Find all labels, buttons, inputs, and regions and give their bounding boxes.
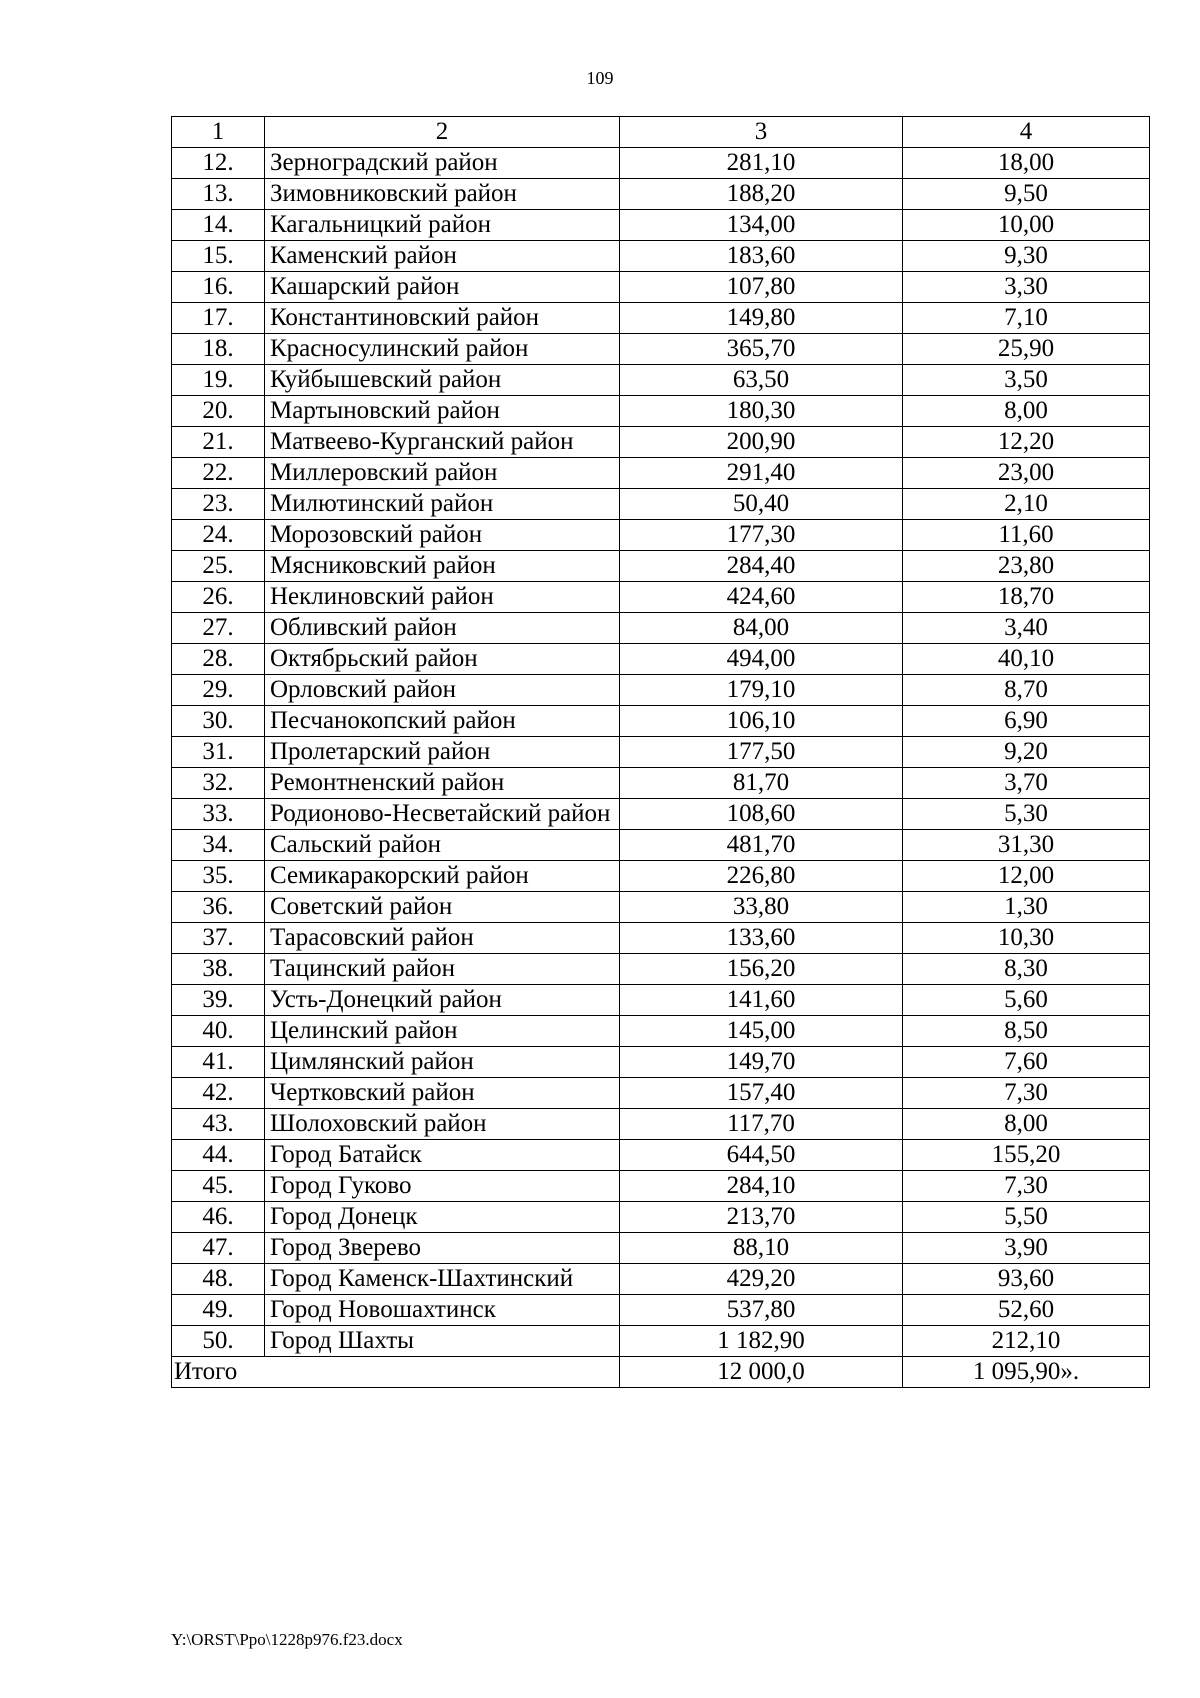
row-name: Семикаракорский район [265, 861, 620, 892]
row-name: Город Батайск [265, 1140, 620, 1171]
row-name: Куйбышевский район [265, 365, 620, 396]
row-name: Советский район [265, 892, 620, 923]
row-name: Усть-Донецкий район [265, 985, 620, 1016]
row-col4: 18,70 [903, 582, 1150, 613]
row-col3: 63,50 [620, 365, 903, 396]
row-number: 33. [172, 799, 265, 830]
row-name: Город Донецк [265, 1202, 620, 1233]
row-col4: 5,50 [903, 1202, 1150, 1233]
row-col3: 284,10 [620, 1171, 903, 1202]
row-name: Мясниковский район [265, 551, 620, 582]
row-col3: 84,00 [620, 613, 903, 644]
row-number: 29. [172, 675, 265, 706]
table-row [172, 737, 1150, 768]
table-row [172, 210, 1150, 241]
row-number: 35. [172, 861, 265, 892]
row-col3: 200,90 [620, 427, 903, 458]
row-col3: 149,80 [620, 303, 903, 334]
row-col3: 644,50 [620, 1140, 903, 1171]
table-row [172, 985, 1150, 1016]
row-col4: 8,30 [903, 954, 1150, 985]
table-row [172, 923, 1150, 954]
table-row [172, 1109, 1150, 1140]
row-name: Город Шахты [265, 1326, 620, 1357]
total-row [172, 1357, 1150, 1388]
row-col4: 10,30 [903, 923, 1150, 954]
row-name: Песчанокопский район [265, 706, 620, 737]
row-name: Каменский район [265, 241, 620, 272]
row-col3: 107,80 [620, 272, 903, 303]
row-number: 22. [172, 458, 265, 489]
table-row [172, 1016, 1150, 1047]
row-name: Обливский район [265, 613, 620, 644]
row-name: Кагальницкий район [265, 210, 620, 241]
table-row [172, 613, 1150, 644]
row-number: 13. [172, 179, 265, 210]
row-number: 49. [172, 1295, 265, 1326]
row-col3: 108,60 [620, 799, 903, 830]
table-row [172, 954, 1150, 985]
row-col3: 365,70 [620, 334, 903, 365]
table-body [172, 148, 1150, 1357]
row-name: Зимовниковский район [265, 179, 620, 210]
row-col3: 281,10 [620, 148, 903, 179]
table-row [172, 1078, 1150, 1109]
table-row [172, 768, 1150, 799]
row-col3: 481,70 [620, 830, 903, 861]
row-col4: 5,30 [903, 799, 1150, 830]
row-col3: 33,80 [620, 892, 903, 923]
row-name: Зерноградский район [265, 148, 620, 179]
table-row [172, 1171, 1150, 1202]
table-row [172, 644, 1150, 675]
row-col4: 31,30 [903, 830, 1150, 861]
table-row [172, 799, 1150, 830]
row-name: Город Гуково [265, 1171, 620, 1202]
header-cell-2: 2 [265, 117, 620, 148]
row-number: 14. [172, 210, 265, 241]
row-col4: 25,90 [903, 334, 1150, 365]
table-row [172, 1295, 1150, 1326]
table-footer [172, 1357, 1150, 1388]
row-col4: 11,60 [903, 520, 1150, 551]
table-row [172, 675, 1150, 706]
row-col4: 18,00 [903, 148, 1150, 179]
row-number: 28. [172, 644, 265, 675]
row-col3: 429,20 [620, 1264, 903, 1295]
row-number: 37. [172, 923, 265, 954]
row-col4: 9,50 [903, 179, 1150, 210]
table-row [172, 582, 1150, 613]
row-col3: 177,50 [620, 737, 903, 768]
row-number: 31. [172, 737, 265, 768]
table-row [172, 1202, 1150, 1233]
table-row [172, 861, 1150, 892]
row-col3: 1 182,90 [620, 1326, 903, 1357]
row-col4: 3,70 [903, 768, 1150, 799]
row-col3: 133,60 [620, 923, 903, 954]
row-col3: 141,60 [620, 985, 903, 1016]
row-name: Морозовский район [265, 520, 620, 551]
row-col4: 8,00 [903, 1109, 1150, 1140]
row-number: 39. [172, 985, 265, 1016]
row-col3: 284,40 [620, 551, 903, 582]
table-row [172, 334, 1150, 365]
row-col4: 7,30 [903, 1078, 1150, 1109]
row-name: Тарасовский район [265, 923, 620, 954]
row-number: 25. [172, 551, 265, 582]
row-number: 18. [172, 334, 265, 365]
row-col4: 8,50 [903, 1016, 1150, 1047]
total-col3: 12 000,0 [620, 1357, 903, 1388]
table-row [172, 489, 1150, 520]
table-row [172, 458, 1150, 489]
row-col4: 7,60 [903, 1047, 1150, 1078]
table-row [172, 892, 1150, 923]
table-row [172, 179, 1150, 210]
row-number: 21. [172, 427, 265, 458]
row-col3: 183,60 [620, 241, 903, 272]
row-col3: 149,70 [620, 1047, 903, 1078]
row-name: Октябрьский район [265, 644, 620, 675]
row-name: Матвеево-Курганский район [265, 427, 620, 458]
row-col4: 12,00 [903, 861, 1150, 892]
row-col4: 93,60 [903, 1264, 1150, 1295]
table-row [172, 1326, 1150, 1357]
row-col3: 494,00 [620, 644, 903, 675]
row-col4: 3,90 [903, 1233, 1150, 1264]
row-name: Неклиновский район [265, 582, 620, 613]
row-name: Пролетарский район [265, 737, 620, 768]
row-col4: 52,60 [903, 1295, 1150, 1326]
table-row [172, 1264, 1150, 1295]
row-number: 38. [172, 954, 265, 985]
row-col4: 155,20 [903, 1140, 1150, 1171]
row-col3: 226,80 [620, 861, 903, 892]
table-row [172, 551, 1150, 582]
table-row [172, 1233, 1150, 1264]
row-col4: 23,00 [903, 458, 1150, 489]
row-col4: 3,30 [903, 272, 1150, 303]
row-name: Мартыновский район [265, 396, 620, 427]
row-number: 34. [172, 830, 265, 861]
row-name: Красносулинский район [265, 334, 620, 365]
row-col3: 134,00 [620, 210, 903, 241]
row-number: 47. [172, 1233, 265, 1264]
row-col4: 6,90 [903, 706, 1150, 737]
table-row [172, 520, 1150, 551]
row-name: Город Новошахтинск [265, 1295, 620, 1326]
row-number: 42. [172, 1078, 265, 1109]
table-row [172, 272, 1150, 303]
total-col4: 1 095,90». [903, 1357, 1150, 1388]
row-number: 26. [172, 582, 265, 613]
row-col4: 7,10 [903, 303, 1150, 334]
row-number: 50. [172, 1326, 265, 1357]
row-col3: 81,70 [620, 768, 903, 799]
row-name: Орловский район [265, 675, 620, 706]
row-name: Город Зверево [265, 1233, 620, 1264]
row-col4: 2,10 [903, 489, 1150, 520]
row-name: Сальский район [265, 830, 620, 861]
data-table [171, 116, 1150, 1388]
row-name: Кашарский район [265, 272, 620, 303]
row-name: Город Каменск-Шахтинский [265, 1264, 620, 1295]
row-number: 16. [172, 272, 265, 303]
row-number: 17. [172, 303, 265, 334]
table-row [172, 396, 1150, 427]
row-col3: 188,20 [620, 179, 903, 210]
row-col4: 3,50 [903, 365, 1150, 396]
row-number: 45. [172, 1171, 265, 1202]
row-col4: 8,70 [903, 675, 1150, 706]
row-col4: 7,30 [903, 1171, 1150, 1202]
row-number: 30. [172, 706, 265, 737]
row-name: Целинский район [265, 1016, 620, 1047]
row-number: 15. [172, 241, 265, 272]
row-col4: 212,10 [903, 1326, 1150, 1357]
row-number: 19. [172, 365, 265, 396]
row-col3: 537,80 [620, 1295, 903, 1326]
row-col3: 291,40 [620, 458, 903, 489]
row-col4: 10,00 [903, 210, 1150, 241]
header-cell-1: 1 [172, 117, 265, 148]
row-number: 24. [172, 520, 265, 551]
row-col3: 157,40 [620, 1078, 903, 1109]
table-header [172, 117, 1150, 148]
row-col4: 9,20 [903, 737, 1150, 768]
row-col4: 12,20 [903, 427, 1150, 458]
row-number: 12. [172, 148, 265, 179]
row-name: Миллеровский район [265, 458, 620, 489]
footer-file-path: Y:\ORST\Ppo\1228p976.f23.docx [171, 1630, 403, 1649]
table-row [172, 303, 1150, 334]
header-row [172, 117, 1150, 148]
row-number: 20. [172, 396, 265, 427]
table-row [172, 706, 1150, 737]
row-number: 48. [172, 1264, 265, 1295]
row-col4: 9,30 [903, 241, 1150, 272]
table-row [172, 1047, 1150, 1078]
row-col3: 117,70 [620, 1109, 903, 1140]
table-row [172, 1140, 1150, 1171]
row-col3: 177,30 [620, 520, 903, 551]
row-col3: 180,30 [620, 396, 903, 427]
row-col3: 50,40 [620, 489, 903, 520]
row-col4: 1,30 [903, 892, 1150, 923]
row-name: Цимлянский район [265, 1047, 620, 1078]
table-row [172, 148, 1150, 179]
row-col3: 106,10 [620, 706, 903, 737]
table-row [172, 427, 1150, 458]
row-col3: 179,10 [620, 675, 903, 706]
row-name: Константиновский район [265, 303, 620, 334]
table-row [172, 365, 1150, 396]
row-number: 32. [172, 768, 265, 799]
row-col3: 156,20 [620, 954, 903, 985]
row-col4: 8,00 [903, 396, 1150, 427]
row-name: Чертковский район [265, 1078, 620, 1109]
row-number: 40. [172, 1016, 265, 1047]
row-number: 23. [172, 489, 265, 520]
row-col3: 213,70 [620, 1202, 903, 1233]
row-col3: 424,60 [620, 582, 903, 613]
row-number: 44. [172, 1140, 265, 1171]
header-cell-3: 3 [620, 117, 903, 148]
row-number: 46. [172, 1202, 265, 1233]
header-cell-4: 4 [903, 117, 1150, 148]
row-col4: 40,10 [903, 644, 1150, 675]
row-number: 27. [172, 613, 265, 644]
row-name: Шолоховский район [265, 1109, 620, 1140]
row-number: 41. [172, 1047, 265, 1078]
row-col3: 88,10 [620, 1233, 903, 1264]
row-col4: 23,80 [903, 551, 1150, 582]
row-col4: 5,60 [903, 985, 1150, 1016]
row-col4: 3,40 [903, 613, 1150, 644]
row-number: 43. [172, 1109, 265, 1140]
row-name: Ремонтненский район [265, 768, 620, 799]
row-name: Тацинский район [265, 954, 620, 985]
total-label: Итого [172, 1357, 620, 1388]
page-number: 109 [586, 68, 614, 88]
row-col3: 145,00 [620, 1016, 903, 1047]
row-name: Родионово-Несветайский район [265, 799, 620, 830]
row-name: Милютинский район [265, 489, 620, 520]
table-row [172, 241, 1150, 272]
table-row [172, 830, 1150, 861]
row-number: 36. [172, 892, 265, 923]
